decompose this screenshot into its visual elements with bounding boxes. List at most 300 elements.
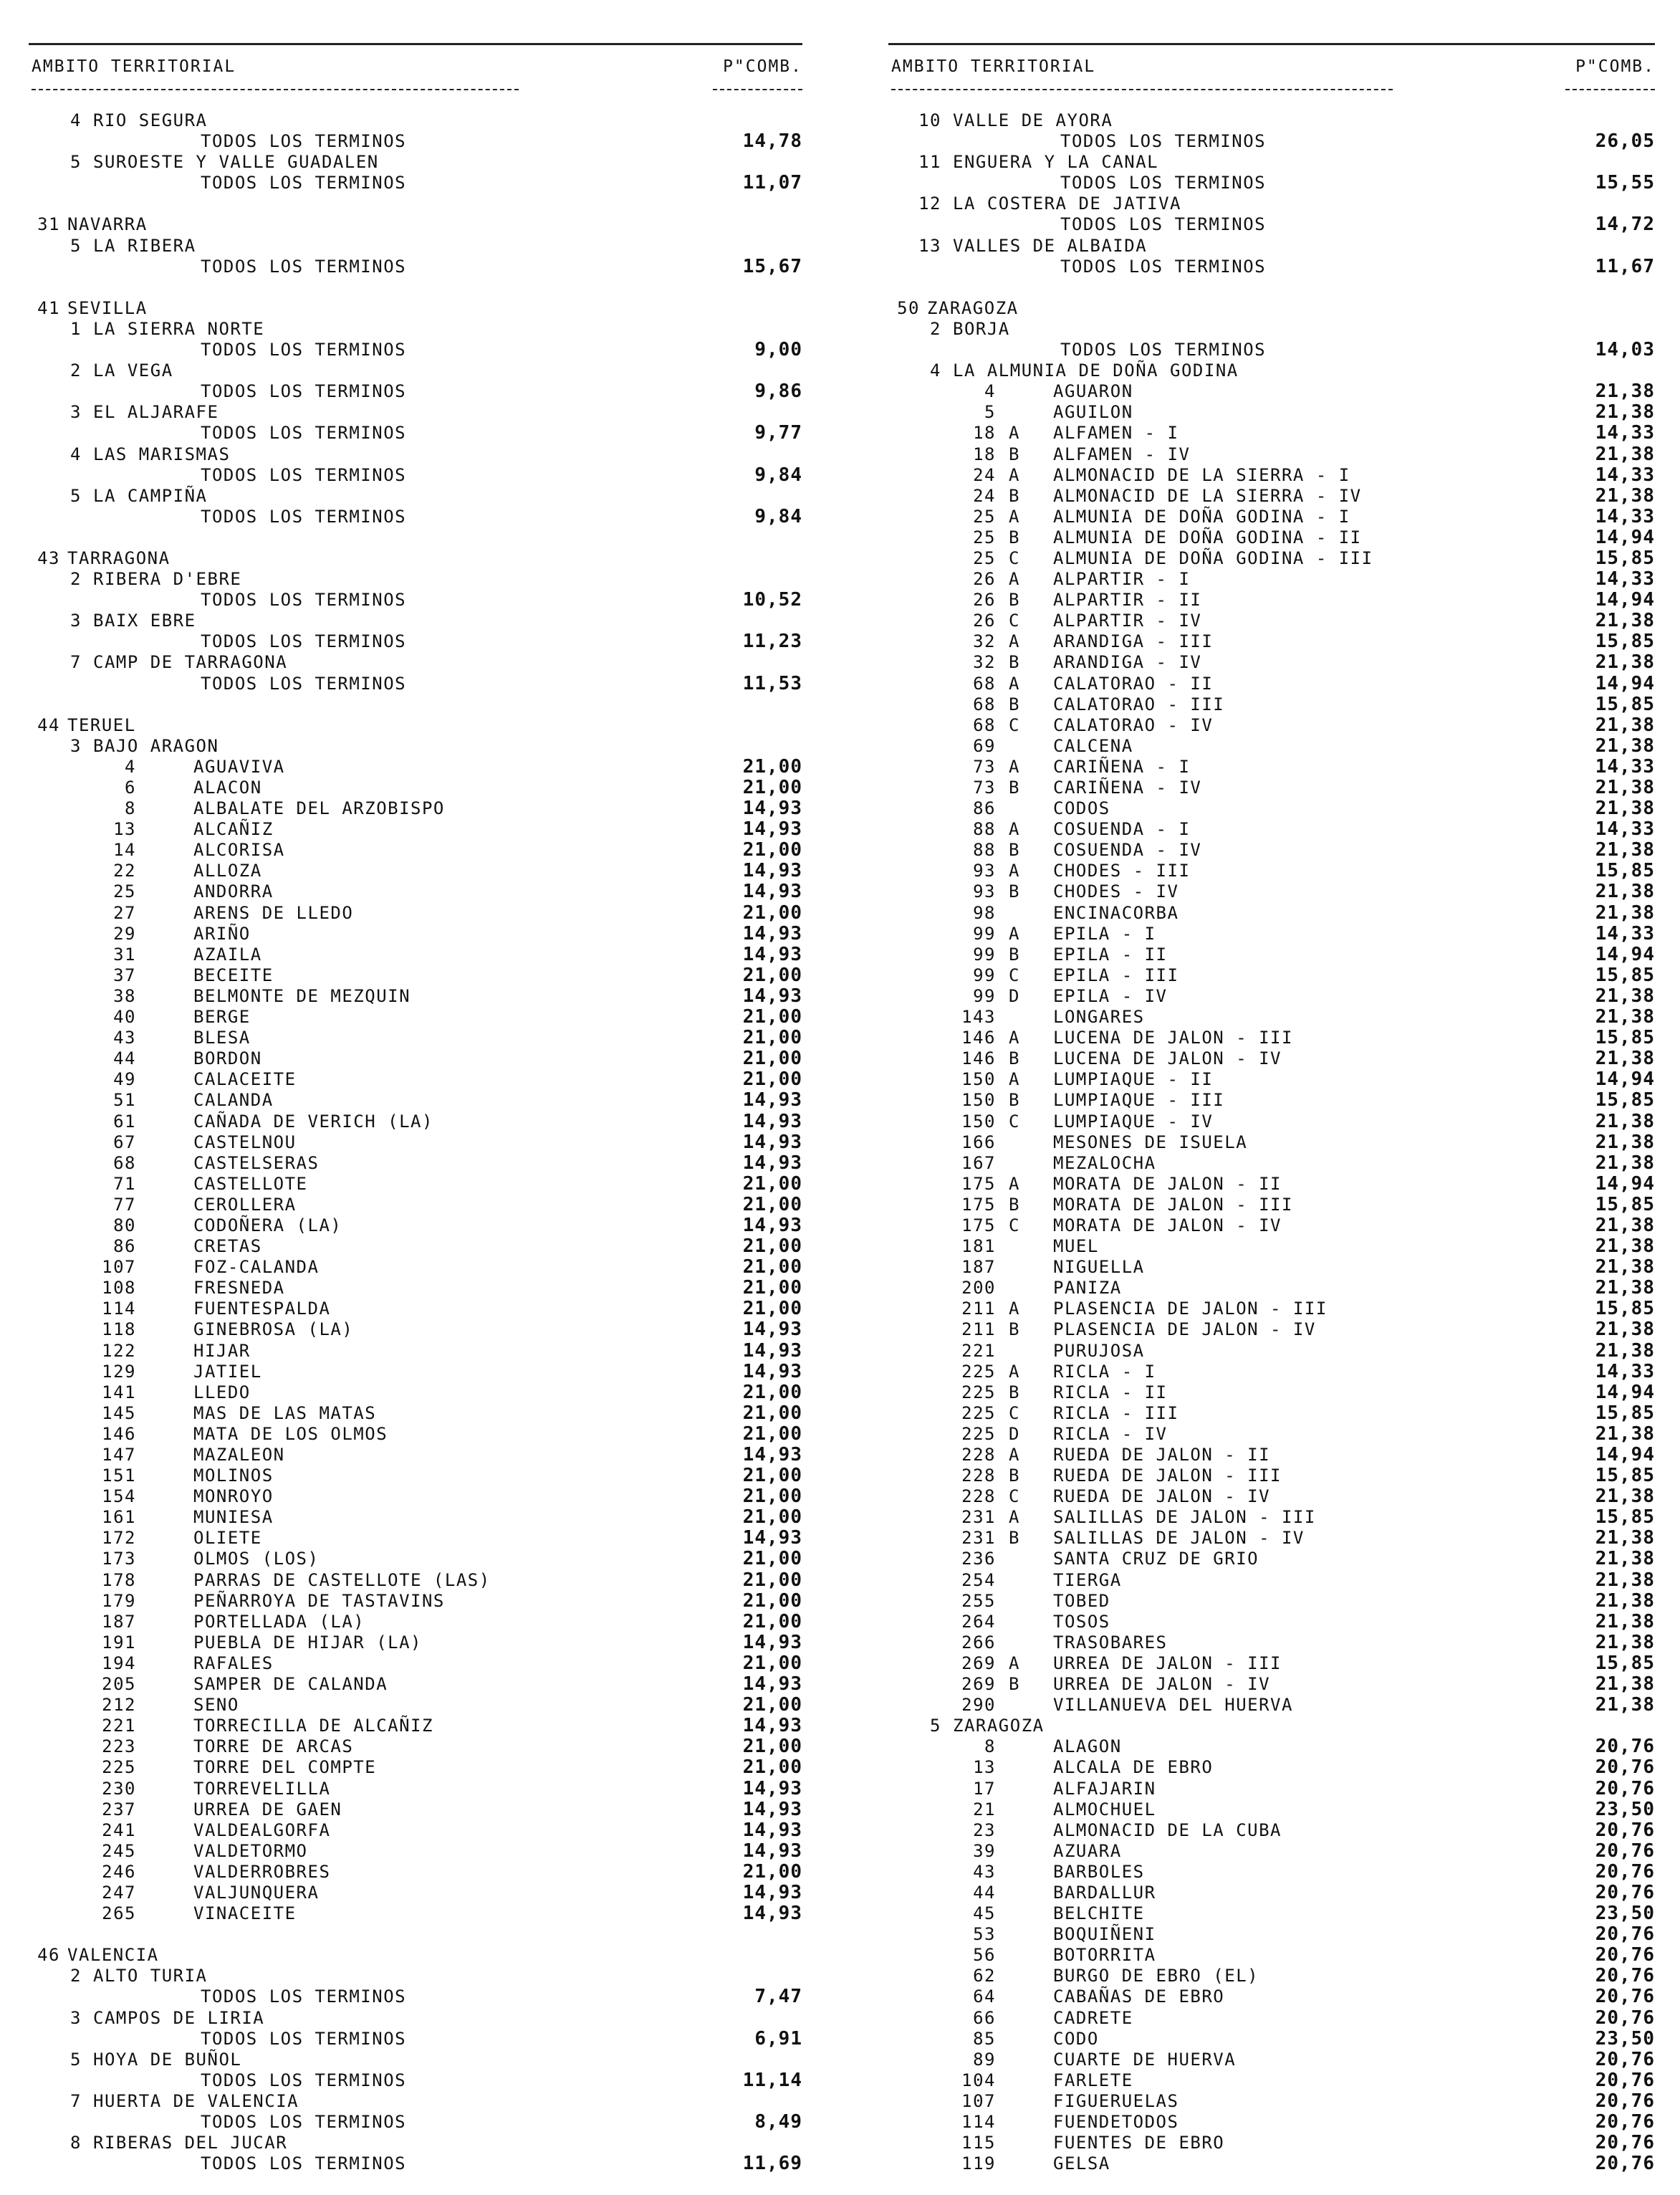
value: 20,76 — [1595, 1777, 1655, 1799]
name: HOYA DE BUÑOL — [93, 2049, 242, 2070]
all-terms-row — [888, 173, 1655, 193]
municipality-row — [888, 548, 1655, 569]
municipality-row — [888, 527, 1655, 548]
code: 4 — [930, 360, 941, 381]
name: PANIZA — [1053, 1278, 1122, 1299]
value: 21,38 — [1595, 1422, 1655, 1445]
name: ANDORRA — [193, 881, 274, 902]
subzone-letter: B — [1009, 694, 1020, 714]
municipality-row — [888, 903, 1655, 924]
value: 21,00 — [742, 1277, 802, 1299]
municipality-row — [888, 694, 1655, 715]
code: 118 — [102, 1319, 136, 1340]
value: 21,00 — [742, 1486, 802, 1508]
subzone-letter: B — [1009, 1319, 1020, 1340]
municipality-row — [888, 1090, 1655, 1111]
municipality-row — [888, 1570, 1655, 1591]
all-terms-row — [29, 131, 802, 152]
municipality-row — [888, 1966, 1655, 1986]
name: EL ALJARAFE — [93, 402, 219, 423]
value: 21,00 — [742, 1756, 802, 1779]
subzone-letter: C — [1009, 611, 1020, 631]
code: 3 — [70, 611, 82, 631]
value: 14,93 — [742, 1527, 802, 1549]
name: SALILLAS DE JALON - III — [1053, 1507, 1316, 1528]
municipality-row — [29, 1236, 802, 1257]
name: LA CAMPIÑA — [93, 485, 208, 506]
name: CHODES - IV — [1053, 881, 1179, 902]
municipality-row — [888, 1299, 1655, 1319]
value: 14,93 — [742, 943, 802, 965]
subzone-letter: B — [1009, 1194, 1020, 1215]
value: 21,00 — [742, 1068, 802, 1091]
code: 3 — [70, 2007, 82, 2028]
code: 4 — [125, 756, 136, 777]
municipality-row — [29, 861, 802, 881]
code: 146 — [961, 1048, 996, 1069]
value: 20,76 — [1595, 2090, 1655, 2112]
name: NIGUELLA — [1053, 1257, 1145, 1278]
spacer — [29, 193, 802, 214]
value: 14,93 — [742, 1819, 802, 1841]
value: 20,76 — [1595, 1986, 1655, 2008]
comarca-row — [29, 236, 802, 257]
code: 25 — [973, 506, 996, 527]
value: 14,93 — [742, 1089, 802, 1111]
name: ENCINACORBA — [1053, 902, 1179, 923]
name: PURUJOSA — [1053, 1340, 1145, 1361]
code: 11 — [918, 152, 941, 173]
municipality-row — [29, 1549, 802, 1569]
name: MORATA DE JALON - IV — [1053, 1215, 1282, 1235]
value: 14,33 — [1595, 922, 1655, 945]
municipality-row — [888, 402, 1655, 423]
subzone-letter: C — [1009, 714, 1020, 735]
code: 85 — [973, 2028, 996, 2049]
name: COSUENDA - I — [1053, 819, 1191, 840]
value: 21,00 — [742, 1548, 802, 1570]
value: 20,76 — [1595, 2069, 1655, 2091]
name: BAIX EBRE — [93, 611, 196, 631]
value: 14,93 — [742, 1360, 802, 1382]
name: CUARTE DE HUERVA — [1053, 2049, 1237, 2070]
code: 115 — [961, 2133, 996, 2153]
name: BARDALLUR — [1053, 1882, 1156, 1903]
municipality-row — [29, 840, 802, 861]
name: LUMPIAQUE - II — [1053, 1069, 1214, 1090]
municipality-row — [29, 1445, 802, 1465]
municipality-row — [29, 1591, 802, 1612]
value: 14,93 — [742, 798, 802, 820]
value: 15,85 — [1595, 1089, 1655, 1111]
name: OLMOS (LOS) — [193, 1549, 320, 1569]
code: 5 — [70, 152, 82, 173]
value: 21,00 — [742, 1235, 802, 1258]
value: 21,38 — [1595, 401, 1655, 424]
code: 119 — [961, 2153, 996, 2174]
code: 24 — [973, 464, 996, 485]
code: 122 — [102, 1340, 136, 1361]
value: 14,03 — [1595, 339, 1655, 361]
code: 141 — [102, 1382, 136, 1402]
value: 21,00 — [742, 1652, 802, 1674]
code: 175 — [961, 1194, 996, 1215]
all-terms-row — [29, 340, 802, 360]
municipality-row — [29, 924, 802, 945]
code: 200 — [961, 1278, 996, 1299]
municipality-row — [888, 986, 1655, 1007]
value: 14,93 — [742, 881, 802, 903]
municipality-row — [888, 1945, 1655, 1966]
subzone-letter: A — [1009, 1299, 1020, 1319]
value: 21,38 — [1595, 1589, 1655, 1612]
name: LA ALMUNIA DE DOÑA GODINA — [953, 360, 1239, 381]
municipality-row — [29, 819, 802, 840]
name: TODOS LOS TERMINOS — [201, 340, 407, 360]
code: 146 — [961, 1028, 996, 1048]
comarca-row — [29, 736, 802, 757]
municipality-row — [888, 736, 1655, 757]
code: 212 — [102, 1695, 136, 1716]
name: FUENTESPALDA — [193, 1299, 331, 1319]
name: MONROYO — [193, 1486, 274, 1507]
comarca-row — [29, 152, 802, 173]
top-rule — [888, 43, 1655, 45]
municipality-row — [888, 778, 1655, 798]
value: 7,47 — [754, 1986, 802, 2008]
code: 26 — [973, 569, 996, 590]
name: VALDEALGORFA — [193, 1819, 331, 1840]
code: 150 — [961, 1069, 996, 1090]
name: FRESNEDA — [193, 1278, 285, 1299]
name: MESONES DE ISUELA — [1053, 1132, 1248, 1152]
code: 99 — [973, 923, 996, 944]
header-underline — [891, 89, 1393, 90]
name: MORATA DE JALON - III — [1053, 1194, 1293, 1215]
municipality-row — [888, 1257, 1655, 1278]
name: RICLA - II — [1053, 1382, 1168, 1402]
value: 15,85 — [1595, 860, 1655, 882]
subzone-letter: B — [1009, 1382, 1020, 1402]
name: HIJAR — [193, 1340, 251, 1361]
name: CALATORAO - II — [1053, 673, 1214, 694]
municipality-row — [888, 1445, 1655, 1465]
name: ARANDIGA - IV — [1053, 652, 1202, 673]
subzone-letter: A — [1009, 1507, 1020, 1528]
name: ARIÑO — [193, 923, 251, 944]
value: 21,38 — [1595, 1610, 1655, 1632]
spacer — [888, 277, 1655, 298]
name: TIERGA — [1053, 1569, 1122, 1590]
municipality-row — [29, 1028, 802, 1048]
name: TODOS LOS TERMINOS — [201, 2153, 407, 2174]
code: 211 — [961, 1299, 996, 1319]
name: ALMONACID DE LA SIERRA - I — [1053, 464, 1350, 485]
code: 7 — [70, 2090, 82, 2111]
municipality-row — [888, 715, 1655, 736]
spacer — [29, 694, 802, 715]
subzone-letter: C — [1009, 1402, 1020, 1423]
municipality-row — [888, 444, 1655, 465]
value: 14,33 — [1595, 422, 1655, 444]
code: 31 — [113, 944, 136, 965]
comarca-row — [29, 2050, 802, 2070]
name: ALPARTIR - IV — [1053, 611, 1202, 631]
value: 23,50 — [1595, 1903, 1655, 1925]
name: AZUARA — [1053, 1840, 1122, 1861]
code: 8 — [125, 798, 136, 819]
code: 194 — [102, 1653, 136, 1673]
all-terms-row — [29, 2153, 802, 2174]
name: RICLA - IV — [1053, 1423, 1168, 1444]
name: BORJA — [953, 318, 1010, 339]
comarca-row — [29, 2133, 802, 2153]
code: 68 — [973, 673, 996, 694]
code: 66 — [973, 2007, 996, 2028]
name: LUMPIAQUE - III — [1053, 1090, 1225, 1111]
municipality-row — [29, 1841, 802, 1862]
value: 8,49 — [754, 2111, 802, 2133]
value: 15,85 — [1595, 1402, 1655, 1424]
name: RIO SEGURA — [93, 110, 208, 130]
code: 3 — [70, 735, 82, 756]
value: 14,33 — [1595, 1360, 1655, 1382]
name: CADRETE — [1053, 2007, 1133, 2028]
municipality-row — [888, 1883, 1655, 1903]
name: TODOS LOS TERMINOS — [201, 131, 407, 152]
name: TODOS LOS TERMINOS — [201, 2028, 407, 2049]
name: JATIEL — [193, 1361, 262, 1382]
code: 12 — [918, 193, 941, 214]
municipality-row — [888, 1341, 1655, 1362]
spacer — [29, 527, 802, 548]
value: 21,38 — [1595, 1548, 1655, 1570]
value: 14,94 — [1595, 672, 1655, 694]
municipality-row — [29, 945, 802, 965]
value: 23,50 — [1595, 1798, 1655, 1820]
value: 21,38 — [1595, 443, 1655, 465]
subzone-letter: A — [1009, 1173, 1020, 1194]
code: 146 — [102, 1423, 136, 1444]
code: 22 — [113, 861, 136, 881]
code: 1 — [70, 318, 82, 339]
code: 46 — [37, 1945, 60, 1966]
name: ALPARTIR - II — [1053, 590, 1202, 611]
value: 21,00 — [742, 1027, 802, 1049]
value: 21,38 — [1595, 1152, 1655, 1174]
municipality-row — [888, 881, 1655, 902]
name: ARENS DE LLEDO — [193, 902, 354, 923]
name: EPILA - I — [1053, 923, 1156, 944]
name: TORRE DEL COMPTE — [193, 1757, 377, 1778]
subzone-letter: B — [1009, 1528, 1020, 1549]
name: SENO — [193, 1695, 239, 1716]
value: 14,93 — [742, 1881, 802, 1903]
code: 17 — [973, 1778, 996, 1799]
municipality-row — [888, 1757, 1655, 1778]
municipality-row — [888, 2070, 1655, 2091]
header-ambito: AMBITO TERRITORIAL — [32, 57, 236, 76]
code: 5 — [70, 235, 82, 256]
name: TODOS LOS TERMINOS — [1060, 214, 1267, 235]
subzone-letter: A — [1009, 673, 1020, 694]
municipality-row — [29, 1465, 802, 1486]
municipality-row — [888, 1820, 1655, 1841]
code: 51 — [113, 1090, 136, 1111]
all-terms-row — [29, 173, 802, 193]
name: ZARAGOZA — [953, 1716, 1045, 1736]
all-terms-row — [29, 674, 802, 694]
municipality-row — [888, 861, 1655, 881]
name: FOZ-CALANDA — [193, 1257, 320, 1278]
code: 6 — [125, 778, 136, 798]
code: 211 — [961, 1319, 996, 1340]
municipality-row — [888, 1486, 1655, 1507]
value: 21,38 — [1595, 1631, 1655, 1653]
name: CODOS — [1053, 798, 1110, 819]
value: 21,00 — [742, 1860, 802, 1883]
municipality-row — [888, 1799, 1655, 1820]
all-terms-row — [29, 590, 802, 611]
code: 64 — [973, 1986, 996, 2007]
municipality-row — [888, 2112, 1655, 2133]
code: 31 — [37, 214, 60, 235]
province-row — [29, 298, 802, 319]
subzone-letter: B — [1009, 840, 1020, 861]
value: 20,76 — [1595, 2153, 1655, 2175]
subzone-letter: B — [1009, 944, 1020, 965]
value: 20,76 — [1595, 2111, 1655, 2133]
name: MUNIESA — [193, 1507, 274, 1528]
all-terms-row — [29, 257, 802, 277]
value: 14,93 — [742, 818, 802, 841]
value: 9,77 — [754, 422, 802, 444]
municipality-row — [888, 1319, 1655, 1340]
code: 32 — [973, 652, 996, 673]
subzone-letter: B — [1009, 778, 1020, 798]
all-terms-row — [29, 2112, 802, 2133]
value: 14,33 — [1595, 568, 1655, 590]
value: 21,38 — [1595, 1569, 1655, 1591]
municipality-row — [888, 1424, 1655, 1445]
name: CARIÑENA - IV — [1053, 778, 1202, 798]
value: 21,00 — [742, 839, 802, 861]
value: 14,94 — [1595, 1444, 1655, 1465]
name: TODOS LOS TERMINOS — [1060, 340, 1267, 360]
name: BELMONTE DE MEZQUIN — [193, 985, 411, 1006]
subzone-letter: B — [1009, 485, 1020, 506]
municipality-row — [29, 986, 802, 1007]
name: CAÑADA DE VERICH (LA) — [193, 1111, 433, 1132]
code: 88 — [973, 819, 996, 840]
code: 41 — [37, 297, 60, 318]
code: 172 — [102, 1528, 136, 1549]
name: SANTA CRUZ DE GRIO — [1053, 1549, 1259, 1569]
municipality-row — [29, 1382, 802, 1403]
value: 21,00 — [742, 1256, 802, 1278]
name: MUEL — [1053, 1236, 1099, 1257]
municipality-row — [29, 1716, 802, 1736]
name: ALMUNIA DE DOÑA GODINA - III — [1053, 547, 1373, 568]
value: 6,91 — [754, 2027, 802, 2050]
comarca-row — [29, 1966, 802, 1986]
name: CASTELLOTE — [193, 1173, 308, 1194]
municipality-row — [29, 1757, 802, 1778]
subzone-letter: B — [1009, 1090, 1020, 1111]
code: 104 — [961, 2070, 996, 2090]
subzone-letter: A — [1009, 423, 1020, 444]
subzone-letter: B — [1009, 1048, 1020, 1069]
value: 21,38 — [1595, 902, 1655, 924]
municipality-row — [29, 1403, 802, 1424]
value: 14,93 — [742, 985, 802, 1007]
municipality-row — [29, 903, 802, 924]
value: 21,00 — [742, 1736, 802, 1758]
value: 14,93 — [742, 1152, 802, 1174]
name: TORREVELILLA — [193, 1778, 331, 1799]
municipality-row — [888, 1841, 1655, 1862]
municipality-row — [29, 1612, 802, 1632]
name: LONGARES — [1053, 1007, 1145, 1028]
code: 221 — [961, 1340, 996, 1361]
value: 21,38 — [1595, 381, 1655, 403]
name: CALATORAO - III — [1053, 694, 1225, 714]
name: TODOS LOS TERMINOS — [201, 464, 407, 485]
value: 15,85 — [1595, 1298, 1655, 1320]
name: ALMONACID DE LA CUBA — [1053, 1819, 1282, 1840]
municipality-row — [888, 423, 1655, 444]
code: 32 — [973, 631, 996, 652]
municipality-row — [888, 1736, 1655, 1757]
value: 15,85 — [1595, 964, 1655, 986]
value: 21,00 — [742, 1048, 802, 1070]
name: GELSA — [1053, 2153, 1110, 2174]
value: 15,85 — [1595, 1652, 1655, 1674]
municipality-row — [888, 1382, 1655, 1403]
municipality-row — [29, 1653, 802, 1674]
name: ALACON — [193, 778, 262, 798]
code: 27 — [113, 902, 136, 923]
value: 21,00 — [742, 1402, 802, 1424]
municipality-row — [888, 2133, 1655, 2153]
name: TARRAGONA — [67, 547, 171, 568]
municipality-row — [29, 1528, 802, 1549]
municipality-row — [888, 381, 1655, 402]
name: CEROLLERA — [193, 1194, 297, 1215]
name: GINEBROSA (LA) — [193, 1319, 354, 1340]
municipality-row — [29, 1883, 802, 1903]
name: VALDERROBRES — [193, 1861, 331, 1882]
value: 21,38 — [1595, 798, 1655, 820]
municipality-row — [29, 1862, 802, 1883]
value: 14,93 — [742, 1319, 802, 1341]
name: TOBED — [1053, 1590, 1110, 1611]
value: 15,85 — [1595, 1465, 1655, 1487]
code: 225 — [961, 1423, 996, 1444]
code: 61 — [113, 1111, 136, 1132]
code: 38 — [113, 985, 136, 1006]
subzone-letter: C — [1009, 1486, 1020, 1507]
name: LUMPIAQUE - IV — [1053, 1111, 1214, 1132]
municipality-row — [29, 1319, 802, 1340]
code: 231 — [961, 1507, 996, 1528]
comarca-row — [29, 569, 802, 590]
comarca-row — [29, 611, 802, 631]
code: 129 — [102, 1361, 136, 1382]
name: SAMPER DE CALANDA — [193, 1674, 388, 1695]
name: ALAGON — [1053, 1736, 1122, 1757]
code: 290 — [961, 1695, 996, 1716]
